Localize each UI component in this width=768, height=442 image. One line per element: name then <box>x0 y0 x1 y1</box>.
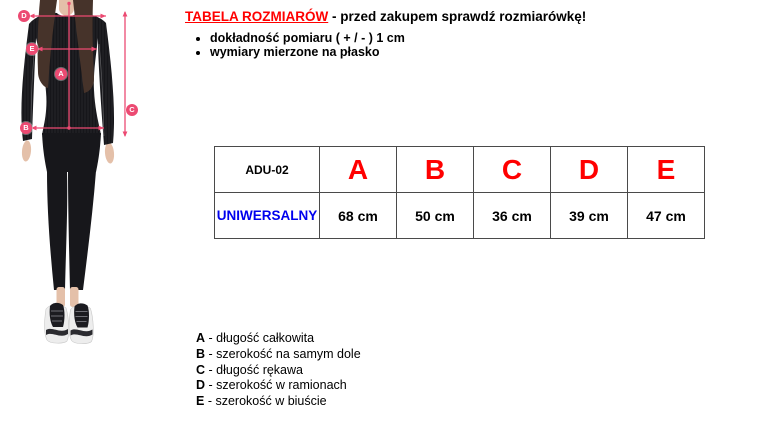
page-title-rest: - przed zakupem sprawdź rozmiarówkę! <box>328 9 587 24</box>
note-item: • wymiary mierzone na płasko <box>210 46 745 60</box>
table-col-c: C <box>474 147 551 193</box>
table-col-e: E <box>628 147 705 193</box>
legend-text: - długość rękawa <box>205 362 303 377</box>
size-table-data-row <box>215 193 705 239</box>
table-value-b: 50 cm <box>397 193 474 239</box>
table-model-code: ADU-02 <box>215 147 320 193</box>
legend-item-b <box>196 347 361 363</box>
page-title <box>185 9 745 25</box>
legend-letter: A <box>196 331 206 345</box>
header <box>185 9 745 60</box>
marker-c: C <box>126 104 138 116</box>
page-title-highlight: TABELA ROZMIARÓW <box>185 9 329 24</box>
marker-d: D <box>18 10 30 22</box>
legend-item-e <box>196 394 361 410</box>
legend-text: - długość całkowita <box>205 331 315 345</box>
table-col-b: B <box>397 147 474 193</box>
legend-item-a <box>196 331 361 347</box>
marker-b: B <box>20 122 32 134</box>
size-table <box>214 146 705 239</box>
table-col-a: A <box>320 147 397 193</box>
table-size-name: UNIWERSALNY <box>215 193 320 239</box>
header-notes <box>185 32 745 60</box>
table-col-d: D <box>551 147 628 193</box>
legend-item-d <box>196 378 361 394</box>
legend-letter: C <box>196 362 206 377</box>
model-photo <box>0 0 192 345</box>
legend-letter: B <box>196 346 206 361</box>
model-hand-left <box>21 140 32 162</box>
table-value-c: 36 cm <box>474 193 551 239</box>
marker-e: E <box>26 43 38 55</box>
model-neck <box>59 0 74 16</box>
sneaker-right <box>69 303 93 343</box>
table-value-e: 47 cm <box>628 193 705 239</box>
legend-item-c <box>196 363 361 379</box>
model-hand-right <box>104 142 115 164</box>
legend-text: - szerokość w ramionach <box>205 378 347 393</box>
size-table-header-row <box>215 147 705 193</box>
legend-text: - szerokość na samym dole <box>205 346 361 361</box>
legend-letter: E <box>196 394 205 409</box>
marker-a: A <box>55 68 67 80</box>
model-leggings-hip <box>42 133 101 172</box>
model-leg-right <box>68 171 96 290</box>
legend-letter: D <box>196 378 206 393</box>
model-top-rib-texture <box>21 13 114 145</box>
table-value-d: 39 cm <box>551 193 628 239</box>
legend-text: - szerokość w biuście <box>204 394 327 409</box>
table-value-a: 68 cm <box>320 193 397 239</box>
legend <box>196 331 361 410</box>
sneaker-left <box>45 303 69 343</box>
note-item: • dokładność pomiaru ( + / - ) 1 cm <box>210 32 745 46</box>
model-ankle-right <box>70 287 79 307</box>
model-leg-left <box>47 171 67 290</box>
